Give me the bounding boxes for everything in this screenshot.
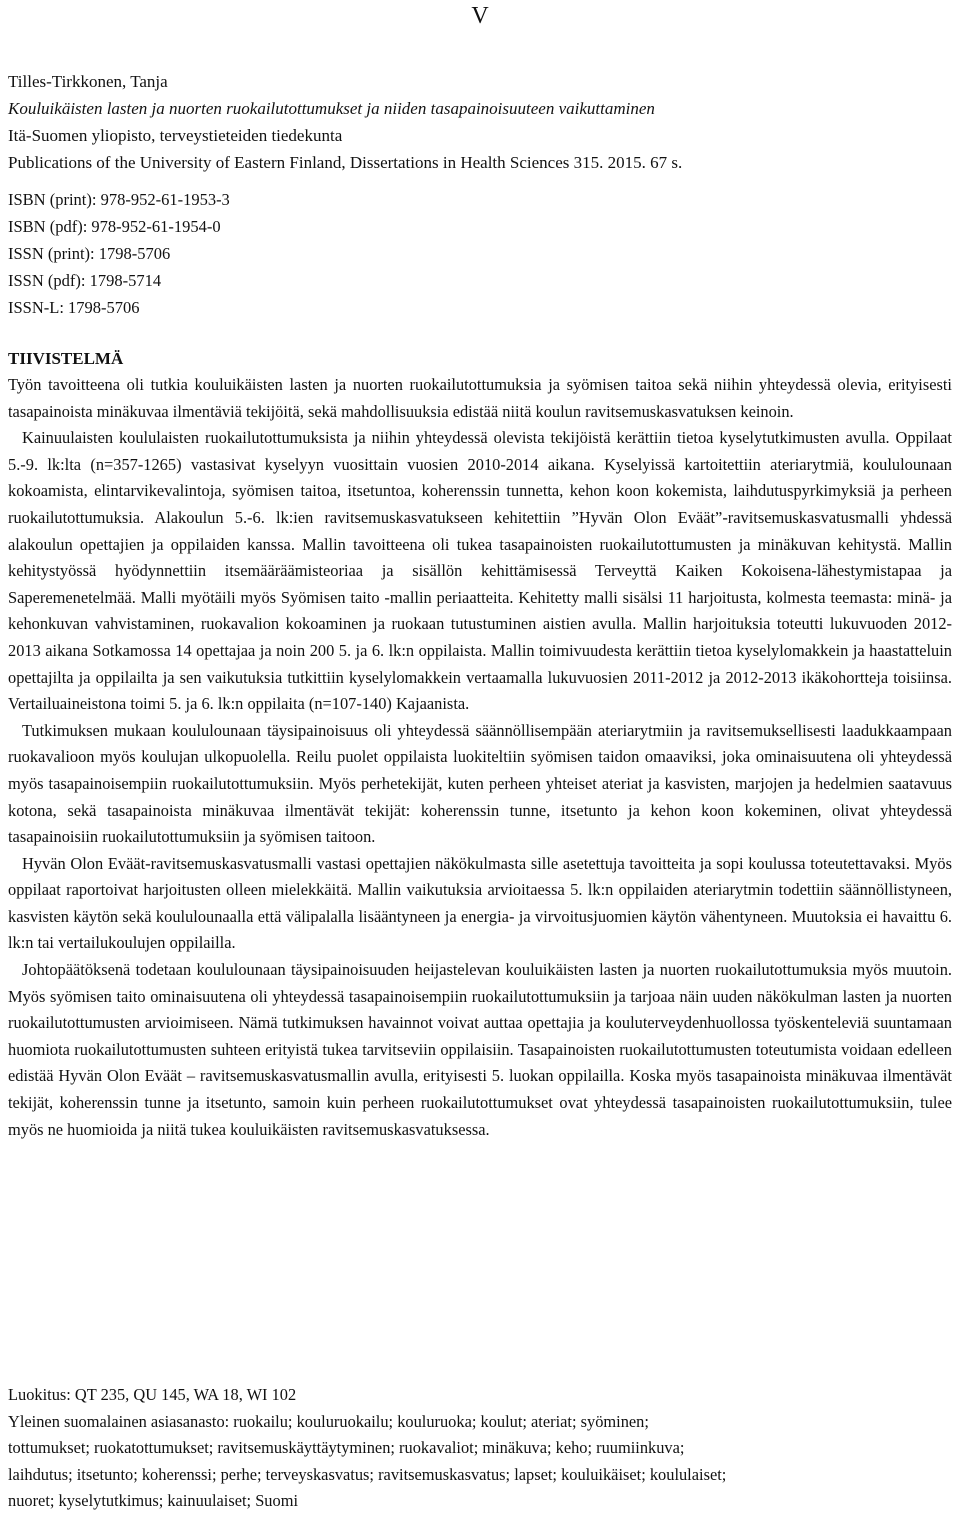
isbn-print: ISBN (print): 978-952-61-1953-3 — [8, 190, 230, 209]
abstract-paragraph: Tutkimuksen mukaan koululounaan täysipainoisuus oli yhteydessä säännöllisempään ateriarytmiin ja ravitsemuksellisesti laadukkaampaan ruokavalioon myös koulujan ulkopuolella. Reilu puolet oppilaista luokiteltiin syömisen taidon omaaviksi, joka ominaisuutena oli yhteydessä myös tasapainoisempiin ruokailutottumuksiin. Myös perhetekijät, kuten perheen yhteiset ateriat ja kasvisten, marjojen ja hedelmien saatavuus kotona, sekä tasapainoista minäkuvaa ilmentävät tekijät: koherenssin tunne, itsetunto ja kehon koon kokeminen, olivat yhteydessä tasapainoisiin ruokailutottumuksiin ja syömisen taitoon. — [8, 720, 952, 847]
keywords-line: laihdutus; itsetunto; koherenssi; perhe; terveyskasvatus; ravitsemuskasvatus; lapset; kouluikäiset; koululaiset; — [8, 1464, 727, 1484]
abstract-heading: TIIVISTELMÄ — [8, 349, 124, 368]
classification-codes: Luokitus: QT 235, QU 145, WA 18, WI 102 — [8, 1385, 297, 1404]
author-name: Tilles-Tirkkonen, Tanja — [8, 72, 168, 91]
abstract-section — [8, 346, 952, 1143]
issn-l: ISSN-L: 1798-5706 — [8, 298, 140, 317]
bibliographic-header — [8, 68, 952, 176]
publication-series: Publications of the University of Eastern Finland, Dissertations in Health Sciences 315. 2015. 67 s. — [8, 153, 683, 172]
keywords-line: nuoret; kyselytutkimus; kainuulaiset; Suomi — [8, 1491, 299, 1510]
abstract-paragraph: Työn tavoitteena oli tutkia kouluikäisten lasten ja nuorten ruokailutottumuksia ja syömisen taitoa sekä niihin yhteydessä olevia, erityisesti tasapainoista minäkuvaa ilmentäviä tekijöitä, sekä mahdollisuuksia edistää niitä koulun ravitsemuskasvatuksen keinoin. — [8, 375, 952, 421]
dissertation-title: Kouluikäisten lasten ja nuorten ruokailutottumukset ja niiden tasapainoisuuteen vaikuttaminen — [8, 99, 655, 118]
classification-block — [8, 1382, 952, 1515]
university-faculty: Itä-Suomen yliopisto, terveystieteiden tiedekunta — [8, 126, 343, 145]
keywords-line: Yleinen suomalainen asiasanasto: ruokailu; kouluruokailu; kouluruoka; koulut; ateriat; syöminen; — [8, 1411, 649, 1431]
identifier-block — [8, 186, 230, 321]
issn-pdf: ISSN (pdf): 1798-5714 — [8, 271, 162, 290]
abstract-paragraph: Johtopäätöksenä todetaan koululounaan täysipainoisuuden heijastelevan kouluikäisten lasten ja nuorten ruokailutottumuksia myös muutoin. Myös syömisen taito ominaisuutena oli yhteydessä tasapainoisempiin ruokailutottumuksiin ja tarjoaa näin uuden näkökulman lasten ja nuorten ruokailutottumusten arvioimiseen. Nämä tutkimuksen havainnot voivat auttaa opettajia ja kouluterveydenhuollossa työskenteleviä suuntamaan huomiota ruokailutottumusten suhteen erityistä tukea tarvitseviin oppilaisiin. Tasapainoisten ruokailutottumusten toteutumista voidaan edelleen edistää Hyvän Olon Eväät – ravitsemuskasvatusmallin avulla, erityisesti 5. luokan oppilailla. Koska myös tasapainoista minäkuvaa ilmentävät tekijät, koherenssin tunne ja itsetunto, samoin kuin perheen ruokailutottumukset ovat yhteydessä tasapainoisten ruokailutottumuksiin, tulee myös ne huomioida ja niitä tukea kouluikäisten ravitsemuskasvatuksessa. — [8, 960, 952, 1139]
abstract-paragraph: Kainuulaisten koululaisten ruokailutottumuksista ja niihin yhteydessä olevista tekijöistä kerättiin tietoa kyselytutkimusten avulla. Oppilaat 5.-9. lk:lta (n=357-1265) vastasivat kyselyyn vuosittain vuosien 2010-2014 aikana. Kyselyissä kartoitettiin ateriarytmiä, koululounaan kokoamista, elintarvikevalintoja, syömisen taitoa, itsetuntoa, koherenssin tunnetta, kehon koon kokemista, laihdutuspyrkimyksiä ja perheen ruokailutottumuksia. Alakoulun 5.-6. lk:ien ravitsemuskasvatukseen kehitettiin ”Hyvän Olon Eväät”-ravitsemuskasvatusmalli yhdessä alakoulun opettajien ja oppilaiden kanssa. Mallin tavoitteena oli tukea tasapainoisten ruokailutottumusten ja minäkuvan kehitystä. Mallin kehitystyössä hyödynnettiin itsemääräämisteoriaa ja sisällön kehittämisessä Terveyttä Kaiken Kokoisena-lähestymistapaa ja Saperemenetelmää. Malli myötäili myös Syömisen taito -mallin periaatteita. Kehitetty malli sisälsi 11 harjoitusta, kolmesta teemasta: minä- ja kehonkuvan vahvistaminen, ruokavalion kokoaminen ja ruokaan tutustuminen aistien avulla. Mallin harjoituksia toteutti lukuvuoden 2012-2013 aikana Sotkamossa 14 opettajaa ja noin 200 5. ja 6. lk:n oppilaista. Mallin toimivuudesta kerättiin tietoa kyselylomakkein ja haastatteluin opettajilta ja oppilailta ja sen vaikutuksia tutkittiin kyselylomakkein vertaamalla lukuvuosien 2011-2012 ja 2012-2013 ikäkohortteja toisiinsa. Vertailuaineistona toimi 5. ja 6. lk:n oppilaita (n=107-140) Kajaanista. — [8, 428, 952, 714]
issn-print: ISSN (print): 1798-5706 — [8, 244, 171, 263]
isbn-pdf: ISBN (pdf): 978-952-61-1954-0 — [8, 217, 221, 236]
abstract-paragraph: Hyvän Olon Eväät-ravitsemuskasvatusmalli vastasi opettajien näkökulmasta sille asetettuja tavoitteita ja sopi koulussa toteutettavaksi. Myös oppilaat raportoivat harjoitusten olleen mielekkäitä. Mallin vaikutuksia arvioitaessa 5. lk:n oppilaiden ateriarytmin todettiin säännöllistyneen, kasvisten käytön sekä koululounaalla että välipalalla lisääntyneen ja energia- ja virvoitusjuomien käytön vähentyneen. Muutoksia ei havaittu 6. lk:n tai vertailukoulujen oppilailla. — [8, 853, 952, 953]
page-number: V — [471, 3, 489, 29]
keywords-line: tottumukset; ruokatottumukset; ravitsemuskäyttäytyminen; ruokavaliot; minäkuva; keho; ruumiinkuva; — [8, 1438, 685, 1457]
